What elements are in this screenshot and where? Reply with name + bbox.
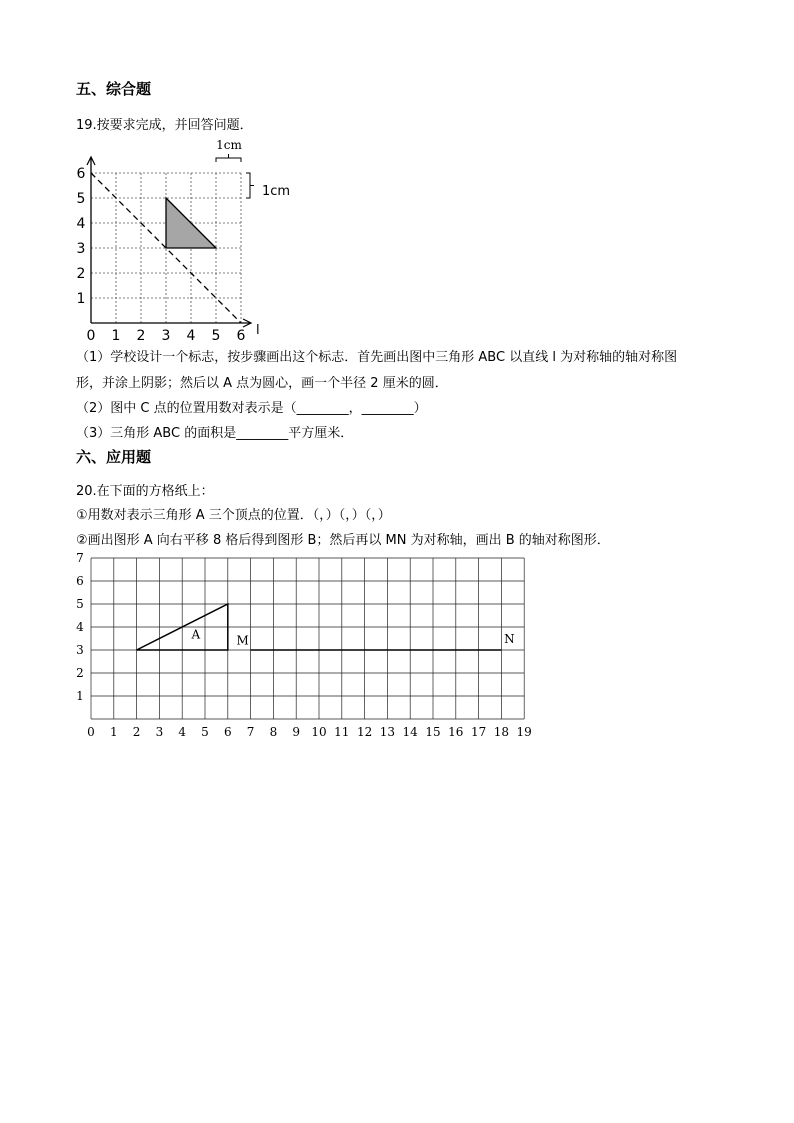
y-tick-label: 7 bbox=[76, 551, 84, 565]
x-tick-label: 18 bbox=[493, 725, 510, 739]
x-tick-label: 7 bbox=[246, 725, 255, 739]
y-tick-label: 1 bbox=[76, 291, 86, 307]
question-20-item-1: ①用数对表示三角形 A 三个顶点的位置．（，）（，）（，） bbox=[76, 508, 391, 523]
y-tick-label: 4 bbox=[76, 620, 84, 634]
x-tick-label: 4 bbox=[178, 725, 187, 739]
x-tick-label: 1 bbox=[111, 328, 121, 344]
question-19-part-2 bbox=[76, 397, 427, 416]
x-tick-label: 5 bbox=[201, 725, 209, 739]
x-tick-label: 8 bbox=[269, 725, 278, 739]
x-tick-label: 11 bbox=[334, 725, 350, 739]
question-19-part-3 bbox=[76, 422, 353, 441]
scale-bracket-top bbox=[216, 158, 241, 162]
question-20-stem: 20.在下面的方格纸上： bbox=[76, 484, 214, 499]
x-tick-label: 6 bbox=[223, 725, 232, 739]
y-tick-label: 2 bbox=[76, 266, 86, 282]
x-tick-label: 2 bbox=[136, 328, 146, 344]
x-tick-label: 15 bbox=[425, 725, 441, 739]
x-tick-label: 3 bbox=[161, 328, 171, 344]
part-3-unit: 平方厘米． bbox=[288, 426, 354, 441]
line-l-label: l bbox=[256, 323, 260, 338]
x-tick-label: 16 bbox=[448, 725, 464, 739]
point-label-m: M bbox=[236, 633, 249, 648]
grid-lines bbox=[91, 558, 524, 719]
scale-bracket-right bbox=[246, 173, 250, 198]
question-20-item-2: ②画出图形 A 向右平移 8 格后得到图形 B；然后再以 MN 为对称轴，画出 B 的轴对称图形． bbox=[76, 533, 610, 548]
point-label-n: N bbox=[504, 632, 515, 647]
x-tick-label: 5 bbox=[211, 328, 221, 344]
figure-19-grid bbox=[70, 132, 310, 347]
shape-label-a: A bbox=[191, 627, 201, 642]
x-tick-label: 17 bbox=[470, 725, 487, 739]
x-tick-label: 12 bbox=[356, 725, 373, 739]
scale-label-right: 1cm bbox=[262, 184, 291, 199]
y-tick-label: 3 bbox=[76, 643, 84, 657]
x-tick-label: 13 bbox=[379, 725, 396, 739]
y-tick-label: 5 bbox=[76, 191, 86, 207]
y-tick-label: 5 bbox=[76, 597, 84, 611]
question-19-part-1-line-1: （1）学校设计一个标志，按步骤画出这个标志．首先画出图中三角形 ABC 以直线 l 为对称轴的轴对称图 bbox=[76, 350, 678, 365]
part-2-text: （2）图中 C 点的位置用数对表示是（ bbox=[76, 401, 297, 416]
section-heading-6: 六、应用题 bbox=[76, 448, 152, 466]
x-tick-label: 6 bbox=[236, 328, 246, 344]
x-tick-label: 2 bbox=[132, 725, 141, 739]
y-tick-label: 6 bbox=[76, 574, 84, 588]
answer-blank-c-x[interactable]: ________ bbox=[296, 401, 349, 416]
y-tick-label: 4 bbox=[76, 216, 86, 232]
part-2-close: ） bbox=[413, 401, 427, 416]
y-tick-label: 6 bbox=[76, 166, 86, 182]
x-tick-label: 3 bbox=[155, 725, 164, 739]
x-tick-label: 1 bbox=[109, 725, 118, 739]
x-tick-label: 4 bbox=[186, 328, 196, 344]
y-tick-label: 1 bbox=[76, 689, 84, 703]
section-heading-5: 五、综合题 bbox=[76, 80, 152, 98]
x-tick-label: 10 bbox=[311, 725, 327, 739]
x-tick-label: 14 bbox=[402, 725, 418, 739]
x-tick-label: 19 bbox=[516, 725, 532, 739]
question-19-part-1-line-2: 形，并涂上阴影；然后以 A 点为圆心，画一个半径 2 厘米的圆． bbox=[76, 376, 448, 391]
y-tick-label: 2 bbox=[76, 666, 84, 680]
answer-blank-c-y[interactable]: ________ bbox=[361, 401, 414, 416]
figure-20-grid bbox=[70, 546, 540, 746]
x-tick-label: 0 bbox=[87, 725, 95, 739]
part-2-comma: ， bbox=[348, 401, 362, 416]
part-3-text: （3）三角形 ABC 的面积是 bbox=[76, 426, 237, 441]
y-tick-label: 3 bbox=[76, 241, 86, 257]
x-tick-label: 9 bbox=[292, 725, 301, 739]
scale-label-top: 1cm bbox=[216, 138, 242, 152]
x-tick-label: 0 bbox=[86, 328, 96, 344]
question-19-stem: 19.按要求完成，并回答问题． bbox=[76, 118, 253, 133]
answer-blank-area[interactable]: ________ bbox=[236, 426, 289, 441]
